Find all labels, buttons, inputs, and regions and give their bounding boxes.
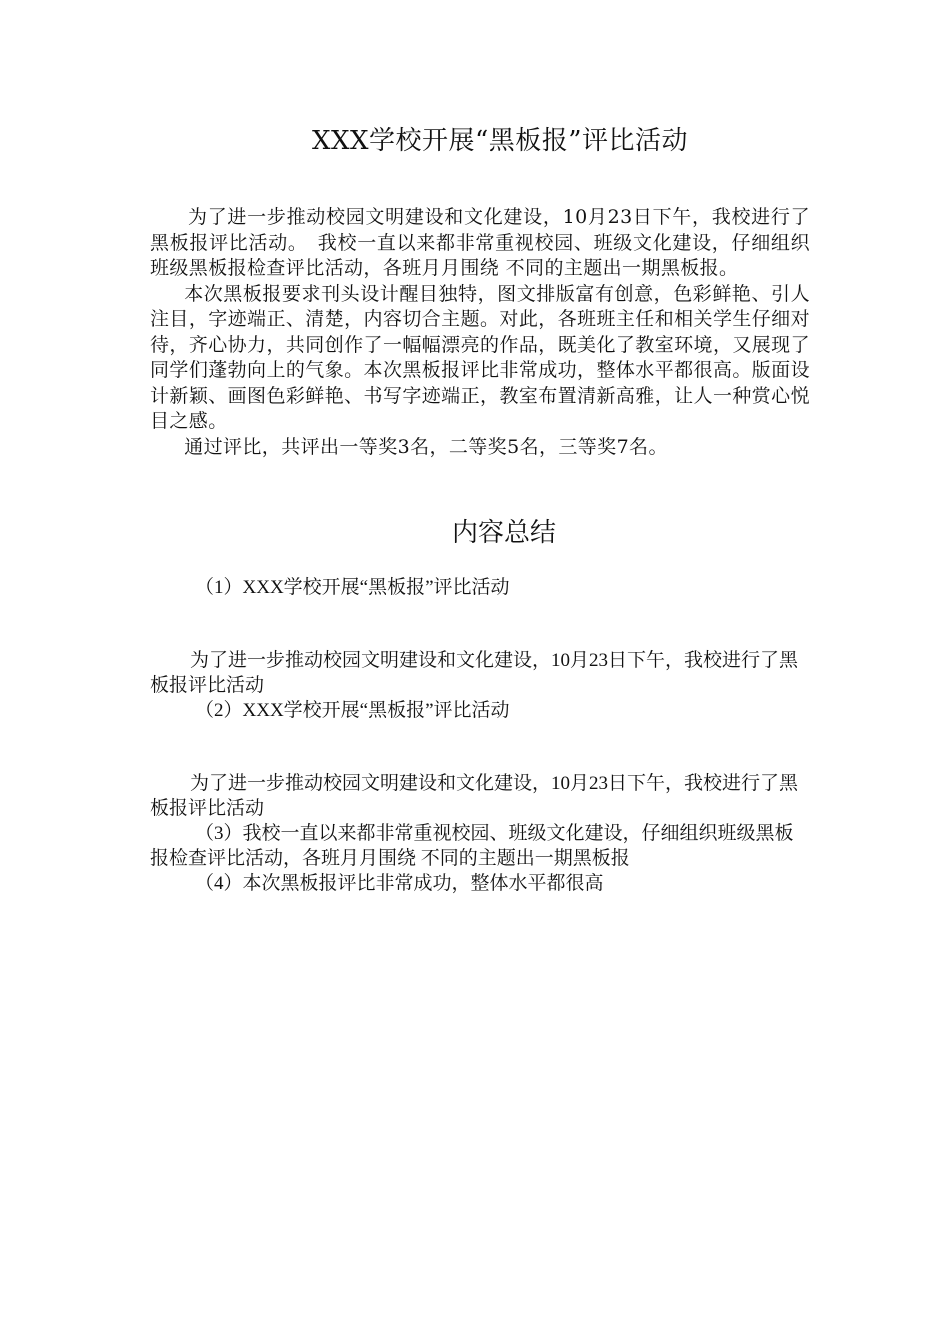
paragraph-1: 为了进一步推动校园文明建设和文化建设，10月23日下午，我校进行了黑板报评比活动。 我校一直以来都非常重视校园、班级文化建设，仔细组织班级黑板报检查评比活动，各班月月围绕 不同的主题出一期黑板报。 bbox=[150, 206, 810, 279]
summary-item-3: （3）我校一直以来都非常重视校园、班级文化建设，仔细组织班级黑板报检查评比活动，各班月月围绕 不同的主题出一期黑板报 bbox=[150, 823, 794, 869]
paragraph-2: 本次黑板报要求刊头设计醒目独特，图文排版富有创意，色彩鲜艳、引人注目，字迹端正、清楚，内容切合主题。对此，各班班主任和相关学生仔细对待，齐心协力，共同创作了一幅幅漂亮的作品，既美化了教室环境，又展现了同学们蓬勃向上的气象。本次黑板报评比非常成功，整体水平都很高。版面设计新颖、画图色彩鲜艳、书写字迹端正，教室布置清新高雅，让人一种赏心悦目之感。 bbox=[150, 282, 810, 432]
document-body bbox=[150, 205, 810, 460]
summary-item-2-heading: （2）XXX学校开展“黑板报”评比活动 bbox=[195, 700, 510, 721]
summary-item-1-heading: （1）XXX学校开展“黑板报”评比活动 bbox=[195, 577, 510, 598]
summary-item-2-body: 为了进一步推动校园文明建设和文化建设，10月23日下午，我校进行了黑板报评比活动 bbox=[150, 773, 799, 819]
summary-item-1-body: 为了进一步推动校园文明建设和文化建设，10月23日下午，我校进行了黑板报评比活动 bbox=[150, 650, 799, 696]
summary-item-4: （4）本次黑板报评比非常成功，整体水平都很高 bbox=[195, 873, 604, 894]
summary-list bbox=[150, 575, 800, 896]
document-title: XXX学校开展“黑板报”评比活动 bbox=[311, 126, 689, 156]
paragraph-3: 通过评比，共评出一等奖3名，二等奖5名，三等奖7名。 bbox=[184, 435, 668, 458]
summary-title: 内容总结 bbox=[451, 518, 556, 548]
